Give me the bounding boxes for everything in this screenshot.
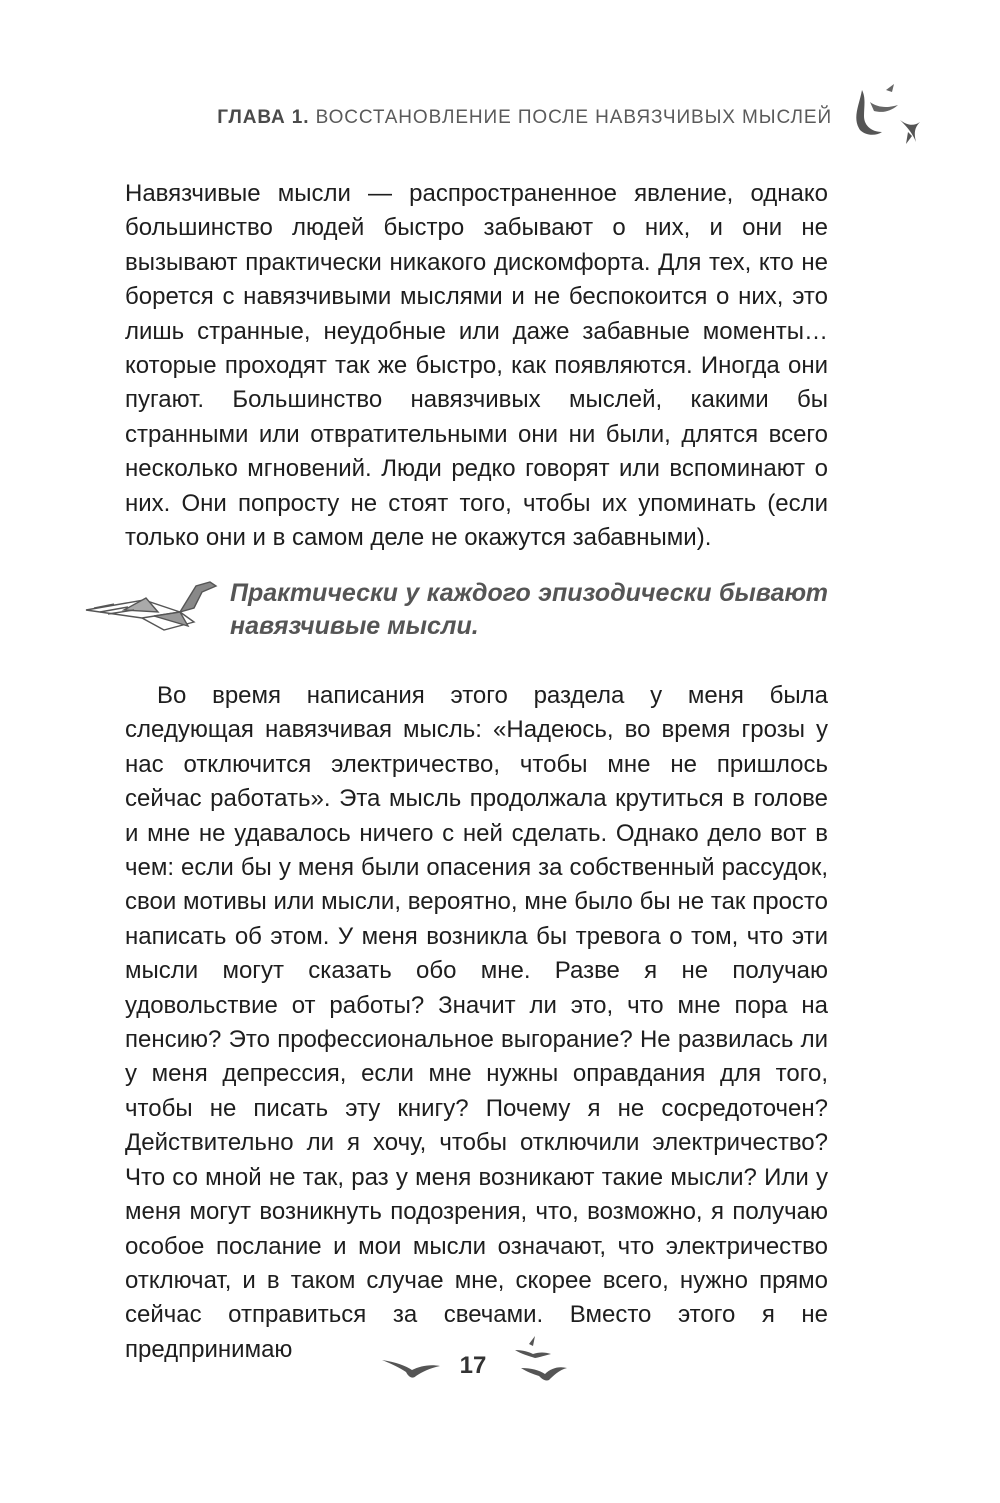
paragraph-text: Во время написания этого раздела у меня была следующая навязчивая мысль: «Надеюсь, во время грозы у нас отключится электричество, чтобы мне не пришлось сейчас работать». Эта мысль продолжала крутиться в голове и мне не удавалось ничего с ней сделать. Однако дело вот в чем: если бы у меня были опасения за собственный рассудок, свои мотивы или мысли, вероятно, мне было бы не так просто написать об этом. У меня возникла бы тревога о том, что эти мысли могут сказать обо мне. Разве я не получаю удовольствие от работы? Значит ли это, что мне пора на пенсию? Это профессиональное выгорание? Не развилась ли у меня депрессия, если мне нужны оправдания для того, чтобы не писать эту книгу? Почему я не сосредоточен? Действительно ли я хочу, чтобы отключили электричество? Что со мной не так, раз у меня возникают такие мысли? Или у меня могут возникнуть подозрения, что, возможно, я получаю особое послание и мои мысли означают, что электричество отключат, и в таком случае мне, скорее всего, нужно прямо сейчас отправиться за свечами. Вместо этого я не предпринимаю <box>125 682 828 1363</box>
paragraph-text: Навязчивые мысли — распространенное явление, однако большинство людей быстро забывают о них, и они не вызывают практически никакого дискомфорта. Для тех, кто не борется с навязчивыми мыслями и не беспокоится о них, это лишь странные, неудобные или даже забавные моменты… которые проходят так же быстро, как появляются. Иногда они пугают. Большинство навязчивых мыслей, какими бы странными или отвратительными они ни были, длятся всего несколько мгновений. Люди редко говорят или вспоминают о них. Они попросту не стоят того, чтобы их упоминать (если только они и в самом деле не окажутся забавными). <box>125 180 828 552</box>
chapter-label: ГЛАВА 1. <box>217 107 310 128</box>
paragraph-2 <box>125 679 828 1367</box>
birds-icon <box>848 82 928 152</box>
crane-icon <box>84 572 224 642</box>
paragraph-1 <box>125 177 828 555</box>
callout-quote: Практически у каждого эпизодически бывают навязчивые мысли. <box>230 579 828 640</box>
page-number: 17 <box>459 1352 487 1379</box>
bird-icon <box>382 1356 440 1380</box>
birds-icon <box>515 1334 567 1384</box>
running-header <box>0 107 832 129</box>
page-footer <box>0 1342 1000 1402</box>
chapter-title: ВОССТАНОВЛЕНИЕ ПОСЛЕ НАВЯЗЧИВЫХ МЫСЛЕЙ <box>315 107 832 128</box>
